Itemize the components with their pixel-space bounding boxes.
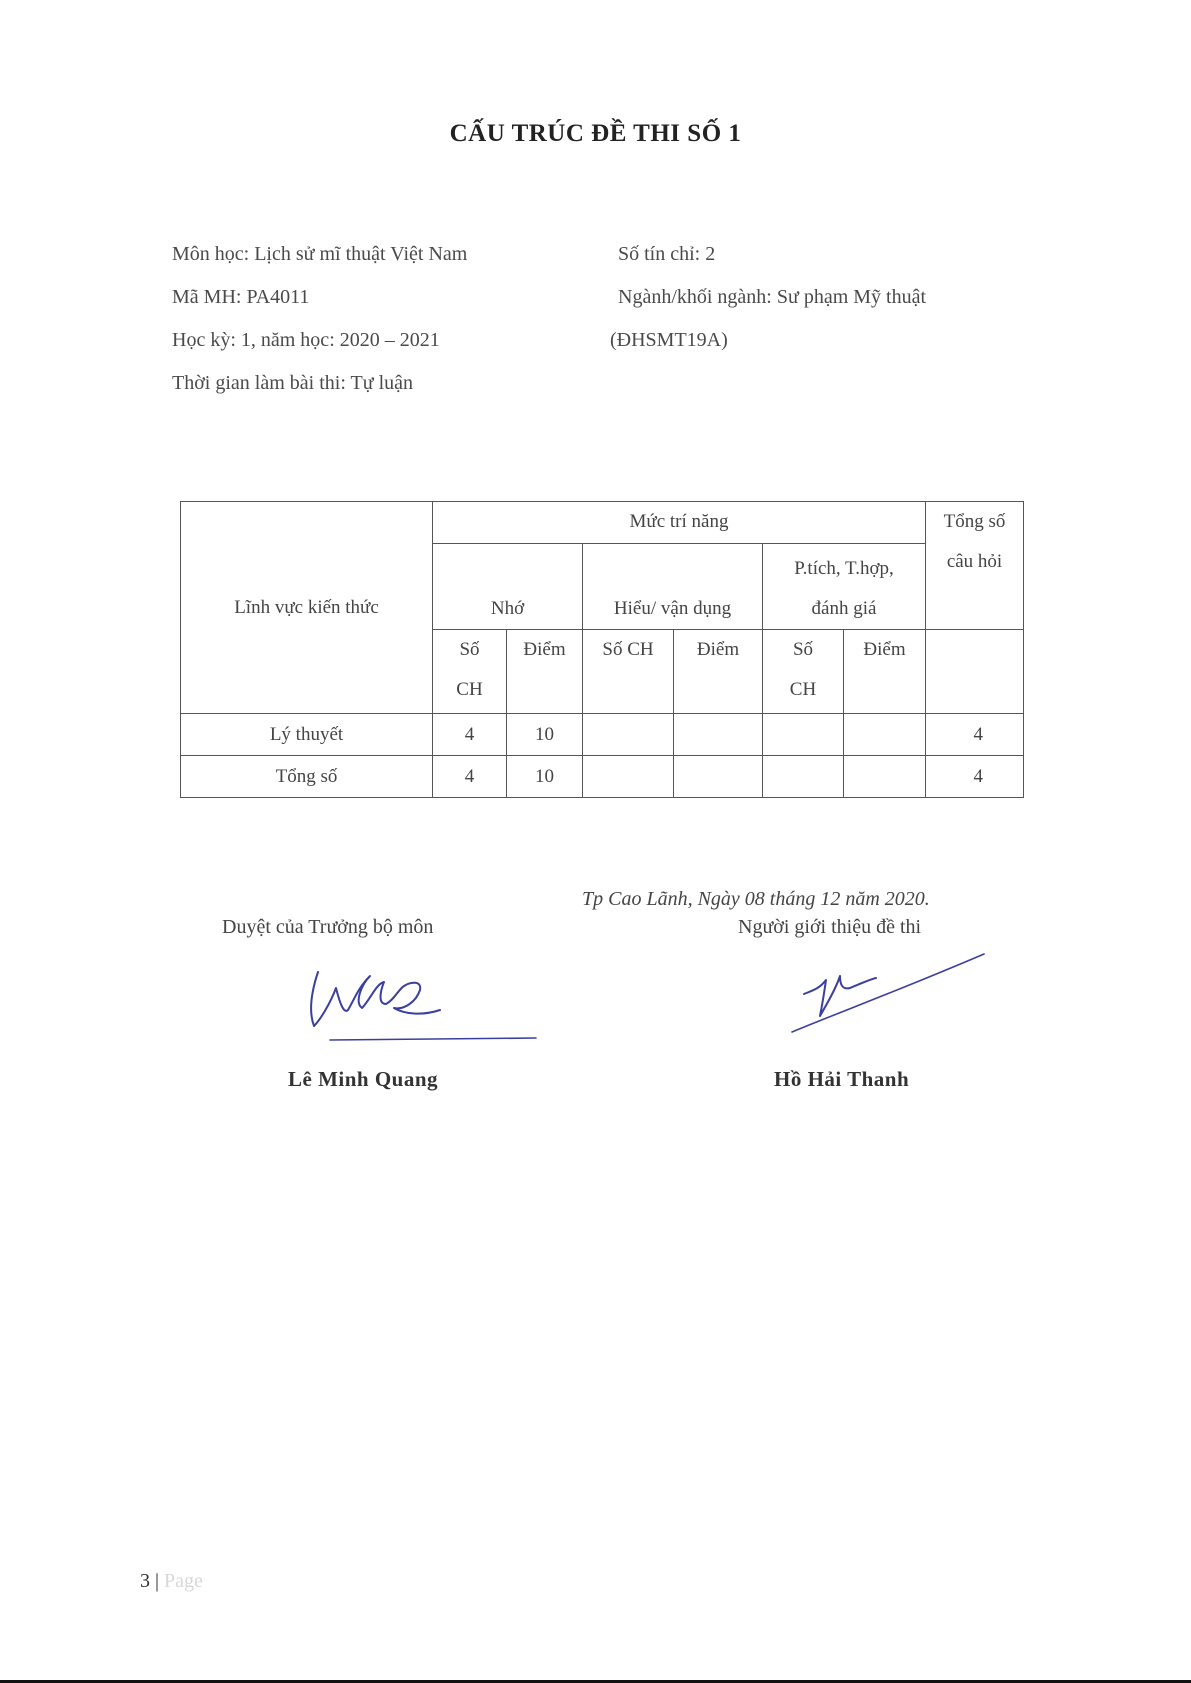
left-signer-name: Lê Minh Quang: [288, 1067, 439, 1091]
level-apply: Hiểu/ vận dụng: [583, 544, 763, 630]
exam-structure-table: [180, 501, 1024, 798]
class-code-field: (ĐHSMT19A): [610, 329, 728, 351]
apply-score: [674, 714, 763, 756]
remember-score-header: Điểm: [507, 630, 583, 714]
level-analyze-cell: [763, 544, 926, 630]
exam-type-field: Thời gian làm bài thi: Tự luận: [172, 372, 414, 394]
apply-count: [583, 714, 674, 756]
analyze-score: [844, 756, 926, 798]
remember-count-header: [433, 630, 507, 714]
remember-count: 4: [433, 756, 507, 798]
right-role: Người giới thiệu đề thi: [738, 916, 922, 938]
analyze-score-header: Điểm: [844, 630, 926, 714]
remember-count: 4: [433, 714, 507, 756]
remember-score: 10: [507, 714, 583, 756]
page-number: 3 |: [140, 1570, 160, 1592]
credits-field: Số tín chỉ: 2: [618, 243, 716, 265]
total-empty-header: [926, 630, 1024, 714]
document-title: CẤU TRÚC ĐỀ THI SỐ 1: [449, 120, 742, 147]
field-header-cell: [181, 502, 433, 714]
total-count: 4: [926, 756, 1024, 798]
right-signer-name: Hồ Hải Thanh: [774, 1067, 910, 1091]
row-label: Tổng số: [181, 756, 433, 798]
level-header: Mức trí năng: [433, 502, 926, 544]
analyze-count: [763, 714, 844, 756]
level-remember: Nhớ: [433, 544, 583, 630]
analyze-score: [844, 714, 926, 756]
apply-score: [674, 756, 763, 798]
page-footer: [140, 1570, 203, 1593]
right-signature-icon: [780, 940, 1000, 1050]
major-field: Ngành/khối ngành: Sư phạm Mỹ thuật: [618, 286, 927, 308]
table-row: [181, 714, 1024, 756]
field-header: Lĩnh vực kiến thức: [234, 596, 379, 618]
level-analyze-line2: đánh giá: [811, 598, 877, 619]
semester-field: Học kỳ: 1, năm học: 2020 – 2021: [172, 329, 440, 351]
left-signature-icon: [300, 960, 540, 1050]
table-row: [181, 756, 1024, 798]
header-row-1: [181, 502, 1024, 544]
total-header-cell: [926, 502, 1024, 630]
row-label: Lý thuyết: [181, 714, 433, 756]
total-header-line1: Tổng số: [943, 511, 1006, 532]
place-date: Tp Cao Lãnh, Ngày 08 tháng 12 năm 2020.: [582, 888, 930, 910]
subject-field: Môn học: Lịch sử mĩ thuật Việt Nam: [172, 243, 468, 265]
page-word: Page: [164, 1570, 203, 1592]
analyze-count-header: [763, 630, 844, 714]
level-analyze-line1: P.tích, T.hợp,: [794, 558, 894, 579]
sub-so-line1: Số: [792, 639, 814, 660]
analyze-count: [763, 756, 844, 798]
total-count: 4: [926, 714, 1024, 756]
apply-count: [583, 756, 674, 798]
sub-so-line2: CH: [789, 679, 817, 700]
sub-so-line1: Số: [459, 639, 480, 660]
course-code-field: Mã MH: PA4011: [172, 286, 310, 308]
remember-score: 10: [507, 756, 583, 798]
total-header-line2: câu hỏi: [946, 551, 1003, 572]
apply-score-header: Điểm: [674, 630, 763, 714]
left-role: Duyệt của Trưởng bộ môn: [222, 916, 434, 938]
apply-count-header: Số CH: [583, 630, 674, 714]
sub-so-line2: CH: [456, 679, 483, 700]
